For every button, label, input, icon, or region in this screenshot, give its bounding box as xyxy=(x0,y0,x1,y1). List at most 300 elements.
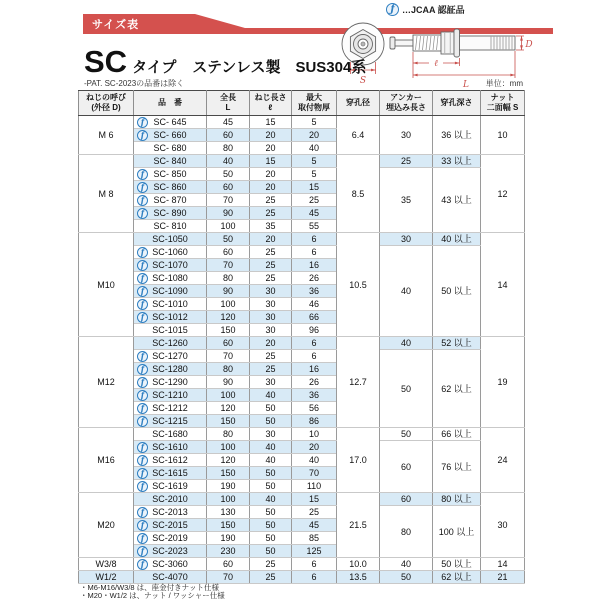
thread-length-cell: 50 xyxy=(250,480,292,493)
dim-label-D: D xyxy=(525,40,533,50)
max-fixture-thickness-cell: 96 xyxy=(292,324,337,337)
part-number-wrap xyxy=(134,155,206,167)
part-number-wrap xyxy=(134,519,206,531)
nut-width-cell: 14 xyxy=(481,558,525,571)
drill-depth-cell: 66 以上 xyxy=(433,428,481,441)
drill-depth-cell: 40 以上 xyxy=(433,233,481,246)
thread-length-cell: 50 xyxy=(250,506,292,519)
part-number-cell xyxy=(134,233,207,246)
part-number-cell xyxy=(134,532,207,545)
drill-depth-cell: 80 以上 xyxy=(433,493,481,506)
thread-length-cell: 25 xyxy=(250,259,292,272)
part-number-wrap xyxy=(134,298,206,310)
anchor-diagram xyxy=(333,16,578,90)
max-fixture-thickness-cell: 25 xyxy=(292,194,337,207)
thread-length-cell: 20 xyxy=(250,142,292,155)
footnote-1: ・M6-M16/W3/8 は、座金付きナット仕様 xyxy=(80,583,220,592)
part-number-cell xyxy=(134,454,207,467)
jcaa-icon: ƒ xyxy=(137,260,148,271)
thread-length-cell: 25 xyxy=(250,571,292,584)
part-number: SC-1290 xyxy=(152,377,188,387)
header-row xyxy=(79,91,525,116)
jcaa-icon: ƒ xyxy=(137,195,148,206)
total-length-cell: 120 xyxy=(207,454,250,467)
thread-length-cell: 50 xyxy=(250,402,292,415)
max-fixture-thickness-cell: 6 xyxy=(292,233,337,246)
thread-length-cell: 20 xyxy=(250,168,292,181)
total-length-cell: 150 xyxy=(207,467,250,480)
part-number-wrap xyxy=(134,129,206,141)
part-number: SC-1619 xyxy=(152,481,188,491)
jcaa-icon: ƒ xyxy=(137,377,148,388)
part-number-wrap xyxy=(134,467,206,479)
nut-width-cell: 14 xyxy=(481,233,525,337)
part-number-cell xyxy=(134,155,207,168)
total-length-cell: 150 xyxy=(207,324,250,337)
size-cell: M16 xyxy=(79,428,134,493)
thread-length-cell: 30 xyxy=(250,376,292,389)
column-header-2: 全長 L xyxy=(207,91,250,116)
part-number: SC-3060 xyxy=(152,559,188,569)
embed-length-cell: 60 xyxy=(380,493,433,506)
unit-label: 単位：mm xyxy=(485,79,523,88)
drill-depth-cell: 50 以上 xyxy=(433,558,481,571)
part-number-wrap xyxy=(134,545,206,557)
max-fixture-thickness-cell: 125 xyxy=(292,545,337,558)
max-fixture-thickness-cell: 110 xyxy=(292,480,337,493)
size-cell: M 6 xyxy=(79,116,134,155)
table-row xyxy=(79,558,525,571)
jcaa-icon: ƒ xyxy=(137,247,148,258)
thread-length-cell: 30 xyxy=(250,311,292,324)
part-number-cell xyxy=(134,506,207,519)
part-number: SC-1080 xyxy=(152,273,188,283)
max-fixture-thickness-cell: 16 xyxy=(292,363,337,376)
total-length-cell: 70 xyxy=(207,194,250,207)
thread-length-cell: 50 xyxy=(250,467,292,480)
size-cell: W3/8 xyxy=(79,558,134,571)
drill-depth-cell: 62 以上 xyxy=(433,350,481,428)
drill-depth-cell: 76 以上 xyxy=(433,441,481,493)
jcaa-mark-icon: ƒ xyxy=(386,3,399,16)
part-number-cell xyxy=(134,428,207,441)
column-header-0: ねじの呼び (外径 D) xyxy=(79,91,134,116)
max-fixture-thickness-cell: 25 xyxy=(292,506,337,519)
part-number: SC-1060 xyxy=(152,247,188,257)
total-length-cell: 100 xyxy=(207,298,250,311)
part-number: SC-1612 xyxy=(152,455,188,465)
jcaa-icon: ƒ xyxy=(137,130,148,141)
thread-length-cell: 25 xyxy=(250,246,292,259)
part-number: SC-4070 xyxy=(152,572,188,582)
thread-length-cell: 50 xyxy=(250,545,292,558)
drill-diameter-cell: 6.4 xyxy=(337,116,380,155)
total-length-cell: 190 xyxy=(207,480,250,493)
table-row xyxy=(79,441,525,454)
thread-length-cell: 25 xyxy=(250,558,292,571)
column-header-7: 穿孔深さ xyxy=(433,91,481,116)
part-number: SC- 660 xyxy=(153,130,187,140)
total-length-cell: 60 xyxy=(207,181,250,194)
max-fixture-thickness-cell: 45 xyxy=(292,519,337,532)
part-number-cell xyxy=(134,194,207,207)
thread-length-cell: 30 xyxy=(250,298,292,311)
max-fixture-thickness-cell: 20 xyxy=(292,129,337,142)
thread-length-cell: 30 xyxy=(250,324,292,337)
part-number: SC-1015 xyxy=(152,325,188,335)
jcaa-icon: ƒ xyxy=(137,559,148,570)
nut-width-cell: 12 xyxy=(481,155,525,233)
column-header-5: 穿孔径 xyxy=(337,91,380,116)
column-header-8: ナット 二面幅 S xyxy=(481,91,525,116)
total-length-cell: 100 xyxy=(207,220,250,233)
part-number: SC-1680 xyxy=(152,429,188,439)
embed-length-cell: 40 xyxy=(380,337,433,350)
max-fixture-thickness-cell: 40 xyxy=(292,142,337,155)
thread-length-cell: 20 xyxy=(250,129,292,142)
total-length-cell: 150 xyxy=(207,519,250,532)
nut-width-cell: 21 xyxy=(481,571,525,584)
part-number: SC- 870 xyxy=(153,195,187,205)
part-number: SC-1610 xyxy=(152,442,188,452)
part-number-wrap xyxy=(134,285,206,297)
part-number-cell xyxy=(134,259,207,272)
part-number-wrap xyxy=(134,220,206,232)
size-cell: M12 xyxy=(79,337,134,428)
max-fixture-thickness-cell: 46 xyxy=(292,298,337,311)
part-number: SC- 645 xyxy=(153,117,187,127)
total-length-cell: 80 xyxy=(207,272,250,285)
part-number-cell xyxy=(134,298,207,311)
footnotes xyxy=(80,584,225,600)
part-number-wrap xyxy=(134,337,206,349)
part-number-wrap xyxy=(134,350,206,362)
jcaa-icon: ƒ xyxy=(137,390,148,401)
table-row xyxy=(79,493,525,506)
part-number: SC-1212 xyxy=(152,403,188,413)
table-row xyxy=(79,428,525,441)
column-header-4: 最大 取付物厚 xyxy=(292,91,337,116)
table-row xyxy=(79,246,525,259)
drill-depth-cell: 100 以上 xyxy=(433,506,481,558)
size-cell: M 8 xyxy=(79,155,134,233)
jcaa-note-label: …JCAA 認証品 xyxy=(402,5,465,15)
embed-length-cell: 80 xyxy=(380,506,433,558)
table-row xyxy=(79,506,525,519)
jcaa-icon: ƒ xyxy=(137,507,148,518)
drill-diameter-cell: 13.5 xyxy=(337,571,380,584)
part-number-wrap xyxy=(134,389,206,401)
drill-depth-cell: 62 以上 xyxy=(433,571,481,584)
part-number-cell xyxy=(134,571,207,584)
jcaa-icon: ƒ xyxy=(137,351,148,362)
column-header-6: アンカー 埋込み長さ xyxy=(380,91,433,116)
total-length-cell: 100 xyxy=(207,493,250,506)
size-cell: W1/2 xyxy=(79,571,134,584)
embed-length-cell: 50 xyxy=(380,350,433,428)
jcaa-icon: ƒ xyxy=(137,481,148,492)
column-header-1: 品 番 xyxy=(134,91,207,116)
part-number-wrap xyxy=(134,402,206,414)
embed-length-cell: 40 xyxy=(380,558,433,571)
embed-length-cell: 60 xyxy=(380,441,433,493)
part-number: SC- 860 xyxy=(153,182,187,192)
part-number: SC-2010 xyxy=(152,494,188,504)
total-length-cell: 60 xyxy=(207,129,250,142)
part-number-wrap xyxy=(134,116,206,128)
total-length-cell: 50 xyxy=(207,233,250,246)
thread-length-cell: 25 xyxy=(250,363,292,376)
part-number: SC-1270 xyxy=(152,351,188,361)
total-length-cell: 80 xyxy=(207,142,250,155)
part-number-cell xyxy=(134,441,207,454)
part-number-cell xyxy=(134,493,207,506)
drill-depth-cell: 33 以上 xyxy=(433,155,481,168)
part-number-wrap xyxy=(134,246,206,258)
part-number: SC-1210 xyxy=(152,390,188,400)
part-number-wrap xyxy=(134,506,206,518)
size-table xyxy=(78,90,525,584)
jcaa-icon: ƒ xyxy=(137,455,148,466)
drill-diameter-cell: 10.0 xyxy=(337,558,380,571)
part-number-cell xyxy=(134,246,207,259)
max-fixture-thickness-cell: 6 xyxy=(292,337,337,350)
total-length-cell: 120 xyxy=(207,311,250,324)
drill-diameter-cell: 21.5 xyxy=(337,493,380,558)
jcaa-icon: ƒ xyxy=(137,182,148,193)
jcaa-icon: ƒ xyxy=(137,468,148,479)
thread-length-cell: 50 xyxy=(250,519,292,532)
nut-width-cell: 10 xyxy=(481,116,525,155)
dim-label-s: S xyxy=(359,76,367,86)
dim-label-l-small: ℓ xyxy=(434,59,438,69)
part-number-wrap xyxy=(134,376,206,388)
part-number-cell xyxy=(134,545,207,558)
drill-diameter-cell: 10.5 xyxy=(337,233,380,337)
part-number: SC-2019 xyxy=(152,533,188,543)
part-number-cell xyxy=(134,389,207,402)
part-number: SC- 810 xyxy=(153,221,187,231)
page-title xyxy=(84,44,366,80)
jcaa-icon: ƒ xyxy=(137,442,148,453)
part-number-cell xyxy=(134,376,207,389)
jcaa-icon: ƒ xyxy=(137,403,148,414)
thread-length-cell: 20 xyxy=(250,337,292,350)
table-row xyxy=(79,168,525,181)
max-fixture-thickness-cell: 45 xyxy=(292,207,337,220)
max-fixture-thickness-cell: 16 xyxy=(292,259,337,272)
max-fixture-thickness-cell: 6 xyxy=(292,350,337,363)
total-length-cell: 70 xyxy=(207,571,250,584)
nut-width-cell: 19 xyxy=(481,337,525,428)
part-number-cell xyxy=(134,207,207,220)
jcaa-icon: ƒ xyxy=(137,169,148,180)
part-number-wrap xyxy=(134,428,206,440)
max-fixture-thickness-cell: 56 xyxy=(292,402,337,415)
part-number-wrap xyxy=(134,324,206,336)
part-number-wrap xyxy=(134,532,206,544)
jcaa-icon: ƒ xyxy=(137,312,148,323)
jcaa-icon: ƒ xyxy=(137,299,148,310)
part-number-wrap xyxy=(134,454,206,466)
nut-width-cell: 30 xyxy=(481,493,525,558)
drill-depth-cell: 36 以上 xyxy=(433,116,481,155)
table-row xyxy=(79,155,525,168)
footnote-2: ・M20・W1/2 は、ナット / ワッシャー仕様 xyxy=(80,591,225,600)
part-number-wrap xyxy=(134,233,206,245)
part-number-cell xyxy=(134,272,207,285)
jcaa-icon: ƒ xyxy=(137,286,148,297)
part-number-cell xyxy=(134,142,207,155)
max-fixture-thickness-cell: 5 xyxy=(292,155,337,168)
part-number-wrap xyxy=(134,181,206,193)
embed-length-cell: 30 xyxy=(380,233,433,246)
total-length-cell: 100 xyxy=(207,389,250,402)
title-series: SC xyxy=(84,44,128,79)
total-length-cell: 90 xyxy=(207,376,250,389)
max-fixture-thickness-cell: 20 xyxy=(292,441,337,454)
part-number: SC- 850 xyxy=(153,169,187,179)
total-length-cell: 130 xyxy=(207,506,250,519)
part-number-wrap xyxy=(134,415,206,427)
jcaa-icon: ƒ xyxy=(137,273,148,284)
nut-width-cell: 24 xyxy=(481,428,525,493)
total-length-cell: 80 xyxy=(207,428,250,441)
total-length-cell: 190 xyxy=(207,532,250,545)
total-length-cell: 45 xyxy=(207,116,250,129)
title-material: ステンレス製 SUS304系 xyxy=(192,59,367,76)
part-number-wrap xyxy=(134,259,206,271)
part-number-cell xyxy=(134,467,207,480)
max-fixture-thickness-cell: 26 xyxy=(292,376,337,389)
part-number-wrap xyxy=(134,311,206,323)
total-length-cell: 100 xyxy=(207,441,250,454)
max-fixture-thickness-cell: 36 xyxy=(292,389,337,402)
part-number: SC-1215 xyxy=(152,416,188,426)
max-fixture-thickness-cell: 36 xyxy=(292,285,337,298)
total-length-cell: 40 xyxy=(207,155,250,168)
total-length-cell: 60 xyxy=(207,337,250,350)
part-number-wrap xyxy=(134,441,206,453)
max-fixture-thickness-cell: 5 xyxy=(292,168,337,181)
part-number-cell xyxy=(134,350,207,363)
total-length-cell: 70 xyxy=(207,350,250,363)
max-fixture-thickness-cell: 6 xyxy=(292,558,337,571)
part-number: SC- 890 xyxy=(153,208,187,218)
part-number-cell xyxy=(134,337,207,350)
part-number: SC-1615 xyxy=(152,468,188,478)
part-number: SC-1090 xyxy=(152,286,188,296)
total-length-cell: 50 xyxy=(207,168,250,181)
part-number: SC-1050 xyxy=(152,234,188,244)
size-cell: M20 xyxy=(79,493,134,558)
embed-length-cell: 50 xyxy=(380,428,433,441)
part-number: SC-2013 xyxy=(152,507,188,517)
title-type: タイプ xyxy=(132,59,177,76)
thread-length-cell: 20 xyxy=(250,233,292,246)
part-number-cell xyxy=(134,311,207,324)
jcaa-icon: ƒ xyxy=(137,208,148,219)
max-fixture-thickness-cell: 15 xyxy=(292,181,337,194)
part-number-wrap xyxy=(134,272,206,284)
drill-diameter-cell: 8.5 xyxy=(337,155,380,233)
part-number-wrap xyxy=(134,142,206,154)
part-number-cell xyxy=(134,220,207,233)
total-length-cell: 80 xyxy=(207,363,250,376)
max-fixture-thickness-cell: 40 xyxy=(292,454,337,467)
part-number-wrap xyxy=(134,493,206,505)
drill-diameter-cell: 17.0 xyxy=(337,428,380,493)
spec-table xyxy=(78,90,525,584)
table-row xyxy=(79,337,525,350)
max-fixture-thickness-cell: 10 xyxy=(292,428,337,441)
part-number-cell xyxy=(134,116,207,129)
max-fixture-thickness-cell: 70 xyxy=(292,467,337,480)
part-number: SC-1010 xyxy=(152,299,188,309)
thread-length-cell: 25 xyxy=(250,194,292,207)
total-length-cell: 150 xyxy=(207,415,250,428)
total-length-cell: 90 xyxy=(207,207,250,220)
thread-length-cell: 25 xyxy=(250,272,292,285)
part-number: SC-1070 xyxy=(152,260,188,270)
part-number-cell xyxy=(134,324,207,337)
drill-diameter-cell: 12.7 xyxy=(337,337,380,428)
thread-length-cell: 20 xyxy=(250,181,292,194)
size-cell: M10 xyxy=(79,233,134,337)
part-number-cell xyxy=(134,363,207,376)
table-row xyxy=(79,233,525,246)
part-number-cell xyxy=(134,415,207,428)
total-length-cell: 230 xyxy=(207,545,250,558)
part-number-wrap xyxy=(134,363,206,375)
embed-length-cell: 30 xyxy=(380,116,433,155)
part-number-cell xyxy=(134,129,207,142)
jcaa-icon: ƒ xyxy=(137,416,148,427)
thread-length-cell: 40 xyxy=(250,493,292,506)
jcaa-icon: ƒ xyxy=(137,117,148,128)
thread-length-cell: 40 xyxy=(250,389,292,402)
patent-note: -PAT. SC-2023の品番は除く xyxy=(84,79,185,88)
part-number: SC- 840 xyxy=(153,156,187,166)
max-fixture-thickness-cell: 6 xyxy=(292,246,337,259)
part-number-wrap xyxy=(134,207,206,219)
part-number-cell xyxy=(134,285,207,298)
total-length-cell: 60 xyxy=(207,558,250,571)
thread-length-cell: 25 xyxy=(250,350,292,363)
max-fixture-thickness-cell: 85 xyxy=(292,532,337,545)
table-row xyxy=(79,571,525,584)
part-number: SC-1012 xyxy=(152,312,188,322)
table-row xyxy=(79,350,525,363)
thread-length-cell: 15 xyxy=(250,155,292,168)
thread-length-cell: 30 xyxy=(250,285,292,298)
table-row xyxy=(79,116,525,129)
drill-depth-cell: 50 以上 xyxy=(433,246,481,337)
jcaa-icon: ƒ xyxy=(137,546,148,557)
part-number: SC-2023 xyxy=(152,546,188,556)
part-number-cell xyxy=(134,480,207,493)
max-fixture-thickness-cell: 5 xyxy=(292,116,337,129)
part-number: SC- 680 xyxy=(153,143,187,153)
banner-title: サイズ表 xyxy=(92,19,140,31)
drill-depth-cell: 52 以上 xyxy=(433,337,481,350)
thread-length-cell: 40 xyxy=(250,441,292,454)
total-length-cell: 90 xyxy=(207,285,250,298)
jcaa-icon: ƒ xyxy=(137,364,148,375)
dim-label-L: L xyxy=(463,80,469,90)
total-length-cell: 70 xyxy=(207,259,250,272)
part-number-wrap xyxy=(134,194,206,206)
